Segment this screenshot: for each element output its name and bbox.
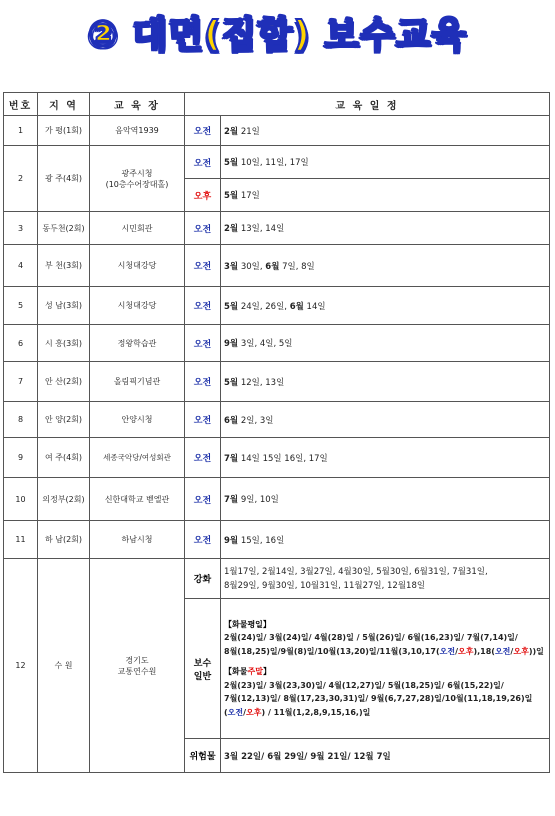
row-venue: 정왕학습관: [90, 325, 185, 362]
session-label: 오전: [185, 478, 221, 521]
venue-line2: 교통연수원: [117, 666, 157, 676]
table-row: [4, 362, 550, 402]
days: 12일, 13일: [238, 377, 285, 388]
days: 14일 15일 16일, 17일: [238, 453, 328, 464]
lecture-line1: 1월17일, 2월14일, 3월27일, 4월30일, 5월30일, 6월31일, 7월31일,: [224, 566, 488, 577]
row-region: 성 남(3회): [38, 287, 90, 325]
schedule-cell: [221, 245, 550, 287]
row-num: 9: [4, 438, 38, 478]
page-title: ② 대면(집합) 보수교육: [87, 13, 468, 55]
venue-line1: 광주시청: [121, 168, 153, 178]
row-venue: 세종국악당/여성회관: [90, 438, 185, 478]
row-venue: 음악역1939: [90, 116, 185, 146]
schedule-cell: [221, 599, 550, 739]
am-label: 오전: [227, 707, 244, 717]
session-label: 오전: [185, 287, 221, 325]
row-region: 하 남(2회): [38, 521, 90, 559]
header-schedule: 교 육 일 정: [185, 93, 550, 116]
general-label1: 보수: [193, 658, 212, 669]
table-row: [4, 287, 550, 325]
row-region: 동두천(2회): [38, 212, 90, 245]
month: 6월: [265, 261, 280, 272]
row-num: 2: [4, 146, 38, 212]
lecture-line2: 8월29일, 9월30일, 10월31일, 11월27일, 12월18일: [224, 580, 426, 591]
weekday-line1: 2월(24)일/ 3월(24)일/ 4월(28)일 / 5월(26)일/ 6월(16,23)일/ 7월(7,14)일/: [224, 633, 518, 643]
days: 24일, 26일,: [238, 301, 290, 312]
session-label: 오후: [185, 179, 221, 212]
weekend-hdr-c: 】: [262, 667, 271, 677]
weekend-line3: [224, 706, 546, 720]
separator: /: [243, 707, 247, 717]
session-label: 오전: [185, 146, 221, 179]
weekend-line1: 2월(23)일/ 3월(23,30)일/ 4월(12,27)일/ 5월(18,25)일/ 6월(15,22)일/: [224, 680, 504, 690]
days: 10일, 11일, 17일: [238, 158, 309, 168]
weekend-hdr-b: 주말: [247, 667, 263, 677]
session-label: [185, 599, 221, 739]
pm-label: 오후: [246, 707, 262, 717]
weekday-line2-tail: ),18(: [473, 646, 495, 656]
am-label: 오전: [494, 646, 511, 656]
days: 30일,: [238, 261, 266, 272]
row-region: 안 양(2회): [38, 402, 90, 438]
row-num: 11: [4, 521, 38, 559]
row-venue: [90, 146, 185, 212]
session-label: 위험물: [185, 739, 221, 773]
month: 6월: [224, 415, 239, 426]
table-row: [4, 212, 550, 245]
schedule-cell: [221, 146, 550, 179]
weekend-header: [224, 665, 546, 679]
row-num: 3: [4, 212, 38, 245]
table-row: [4, 325, 550, 362]
table-row: [4, 521, 550, 559]
session-label: 오전: [185, 402, 221, 438]
schedule-cell: [221, 559, 550, 599]
month: 5월: [224, 377, 239, 388]
table-row: [4, 478, 550, 521]
schedule-cell: [221, 438, 550, 478]
row-region: 시 흥(3회): [38, 325, 90, 362]
header-num: 번호: [4, 93, 38, 116]
venue-line2: (10층수어장대홀): [105, 179, 169, 189]
row-num: 8: [4, 402, 38, 438]
schedule-cell: [221, 212, 550, 245]
row-venue: 올림픽기념관: [90, 362, 185, 402]
row-num: 1: [4, 116, 38, 146]
month: 3월: [224, 261, 239, 272]
month: 9월: [224, 535, 239, 546]
weekend-hdr-a: 【화물: [224, 667, 248, 677]
weekday-line2: [224, 645, 546, 659]
schedule-cell: [221, 325, 550, 362]
row-venue: [90, 559, 185, 773]
row-venue: 안양시청: [90, 402, 185, 438]
separator: /: [455, 646, 458, 656]
table-row: [4, 116, 550, 146]
row-venue: 시청대강당: [90, 245, 185, 287]
days: 15일, 16일: [238, 535, 285, 546]
schedule-cell: [221, 402, 550, 438]
row-num: 4: [4, 245, 38, 287]
session-label: 강화: [185, 559, 221, 599]
weekday-line3-tail: ))일: [528, 646, 544, 656]
row-num: 10: [4, 478, 38, 521]
days: 13일, 14일: [238, 224, 285, 234]
pm-label: 오후: [458, 646, 474, 656]
row-num: 7: [4, 362, 38, 402]
month: 5월: [224, 191, 239, 201]
header-region: 지 역: [38, 93, 90, 116]
general-label2: 일반: [193, 671, 212, 682]
paren-open: (: [224, 707, 228, 717]
pm-label: 오후: [513, 646, 529, 656]
row-region: 광 주(4회): [38, 146, 90, 212]
table-row: [4, 402, 550, 438]
table-row: [4, 146, 550, 179]
month: 2월: [224, 224, 239, 234]
row-region: 가 평(1회): [38, 116, 90, 146]
weekend-line3-tail: ) / 11월(1,2,8,9,15,16,)일: [261, 707, 371, 717]
days: 9일, 10일: [238, 495, 279, 505]
row-region: 여 주(4회): [38, 438, 90, 478]
session-label: 오전: [185, 325, 221, 362]
venue-line1: 경기도: [125, 655, 149, 665]
row-num: 12: [4, 559, 38, 773]
weekend-line2: 7월(12,13)일/ 8월(17,23,30,31)일/ 9월(6,7,27,28)일/10월(11,18,19,26)일: [224, 694, 533, 704]
row-venue: 신한대학교 벧엘관: [90, 478, 185, 521]
row-num: 6: [4, 325, 38, 362]
month: 2월: [224, 126, 239, 137]
days: 2일, 3일: [238, 415, 274, 426]
header-venue: 교 육 장: [90, 93, 185, 116]
days: 14일: [303, 301, 326, 312]
row-venue: 시청대강당: [90, 287, 185, 325]
session-label: 오전: [185, 116, 221, 146]
schedule-cell: 3월 22일/ 6월 29일/ 9월 21일/ 12월 7일: [221, 739, 550, 773]
schedule-cell: [221, 521, 550, 559]
weekday-line2-text: 8월(18,25)일/9월(8)일/10월(13,20)일/11월(3,10,17(: [224, 646, 440, 656]
days: 3일, 4일, 5일: [238, 339, 293, 349]
row-region: 부 천(3회): [38, 245, 90, 287]
days: 17일: [238, 191, 260, 201]
schedule-cell: [221, 287, 550, 325]
row-num: 5: [4, 287, 38, 325]
session-label: 오전: [185, 438, 221, 478]
session-label: 오전: [185, 245, 221, 287]
month: 9월: [224, 339, 239, 349]
month: 7월: [224, 453, 239, 464]
days: 21일: [238, 126, 260, 137]
month: 5월: [224, 158, 239, 168]
table-row: [4, 559, 550, 599]
table-header-row: [4, 93, 550, 116]
row-venue: 하남시청: [90, 521, 185, 559]
separator: /: [510, 646, 514, 656]
row-region: 안 산(2회): [38, 362, 90, 402]
days: 7일, 8일: [279, 261, 315, 272]
row-region: 의정부(2회): [38, 478, 90, 521]
month: 5월: [224, 301, 239, 312]
session-label: 오전: [185, 212, 221, 245]
session-label: 오전: [185, 362, 221, 402]
row-region: 수 원: [38, 559, 90, 773]
row-venue: 시민회관: [90, 212, 185, 245]
weekday-header: 【화물평일】: [224, 619, 271, 629]
schedule-cell: [221, 179, 550, 212]
schedule-cell: [221, 478, 550, 521]
am-label: 오전: [439, 646, 456, 656]
schedule-table: [3, 92, 550, 773]
session-label: 오전: [185, 521, 221, 559]
month: 6월: [289, 301, 304, 312]
schedule-cell: [221, 362, 550, 402]
month: 7월: [224, 495, 239, 505]
title-banner: [0, 0, 555, 62]
schedule-cell: [221, 116, 550, 146]
table-row: [4, 245, 550, 287]
table-row: [4, 438, 550, 478]
